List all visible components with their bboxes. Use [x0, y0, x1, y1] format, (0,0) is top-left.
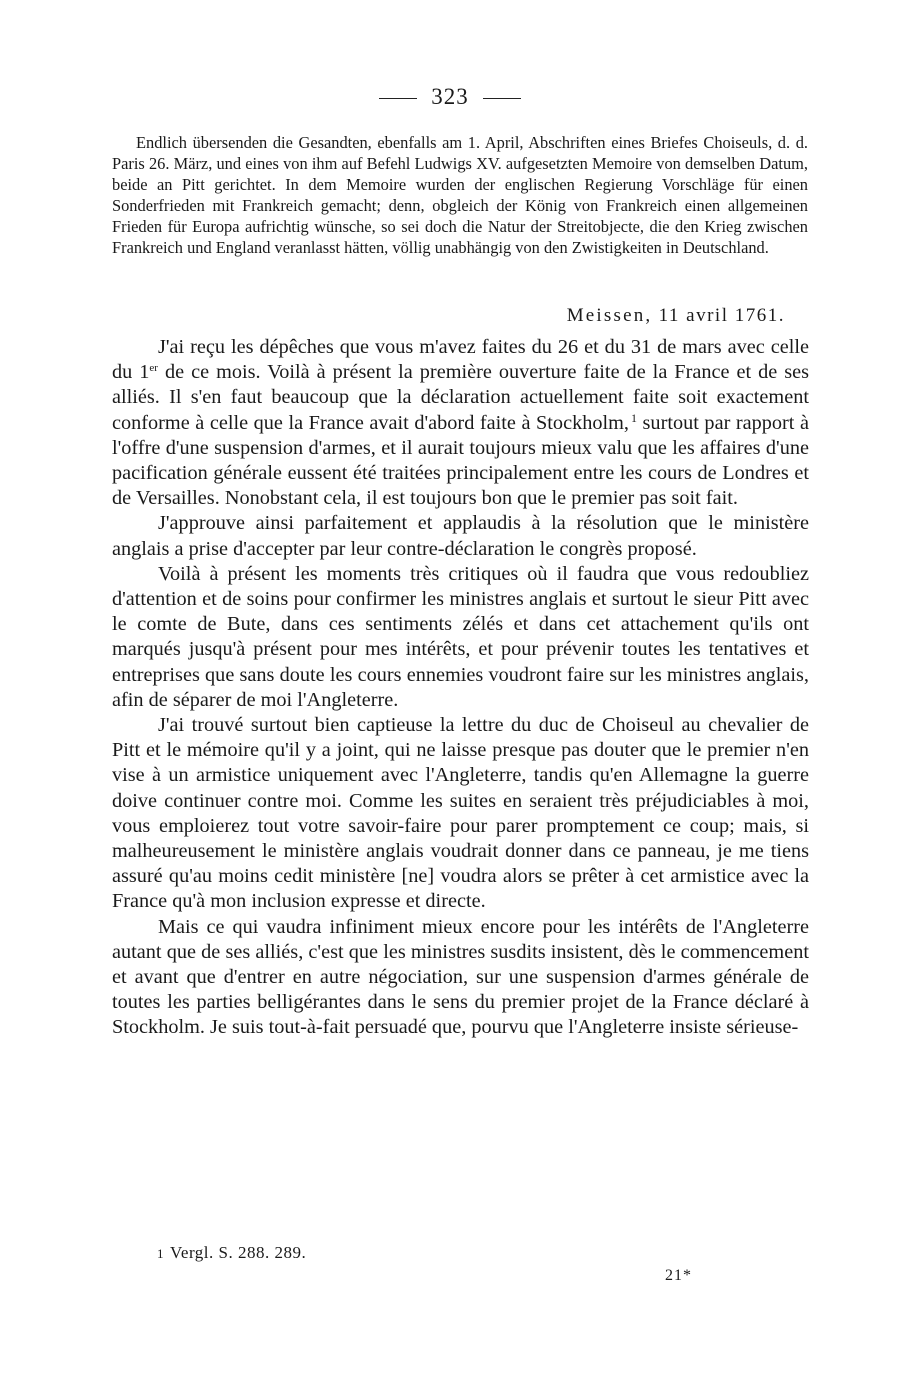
printer-signature-mark: 21* [665, 1267, 692, 1284]
page-number: 323 [431, 84, 469, 109]
footnote-text: Vergl. S. 288. 289. [170, 1243, 307, 1262]
header-rule-right [483, 98, 521, 99]
letter-paragraph-4: J'ai trouvé surtout bien captieuse la lettre du duc de Choiseul au chevalier de Pitt et le mémoire qu'il y a joint, qui ne laisse presque pas douter que le premier n'en vise à un armistice uniquement avec l'Angleterre, tandis qu'en Allemagne la guerre doive continuer contre moi. Comme les suites en seraient très préjudiciables à moi, vous emploierez tout votre savoir-faire pour parer promptement ce coup; mais, si malheureusement le ministère anglais voudrait donner dans ce panneau, je me tiens assuré qu'au moins cedit ministère [ne] voudra alors se prêter à cet armistice avec la France qu'à mon inclusion expresse et directe. [112, 714, 809, 913]
p1-text-c: surtout par rapport à l'offre d'une suspension d'armes, et il aurait toujours mieux valu que les affaires d'une pacification générale eussent été traitées principalement entre les cours de Londres et de Versailles. Nonobstant cela, il est toujours bon que le premier pas soit fait. [112, 411, 809, 510]
letter-paragraph-1 [112, 335, 809, 511]
german-summary [112, 133, 808, 258]
footnote-number: 1 [157, 1246, 164, 1261]
header-rule-left [379, 98, 417, 99]
footnote [157, 1243, 306, 1263]
p1-text-a: J'ai reçu les dépêches que vous m'avez faites du 26 et du 31 de mars avec celle du 1 [112, 336, 809, 384]
dateline-place: Meissen, [566, 305, 653, 326]
letter-paragraph-5: Mais ce qui vaudra infiniment mieux encore pour les intérêts de l'Angleterre autant que de ses alliés, c'est que les ministres susdits insistent, dès le commencement et avant que d'entrer en autre négociation, sur une suspension d'armes générale de toutes les parties belligérantes dans le sens du premier projet de la France déclaré à Stockholm. Je suis tout-à-fait persuadé que, pourvu que l'Angleterre insiste sérieuse- [112, 915, 809, 1039]
dateline-date: 11 avril 1761. [658, 305, 785, 326]
letter-body [112, 335, 809, 1041]
dateline [567, 305, 785, 327]
p1-text-b: de ce mois. Voilà à présent la première ouverture faite de la France et de ses alliés. Il s'en faut beaucoup que la déclaration actuellement faite soit exactement conforme à celle que la France avait d'abord faite à Stockholm, [112, 361, 810, 434]
letter-paragraph-3: Voilà à présent les moments très critiques où il faudra que vous redoubliez d'attention et de soins pour confirmer les ministres anglais et surtout le sieur Pitt avec le comte de Bute, dans ces sentiments zélés et dans cet attachement qu'ils ont marqués jusqu'à présent pour mes intérêts, et pour prévenir toutes les tentatives et entreprises que sans doute les cours ennemies voudront faire sur les ministres anglais, afin de séparer de moi l'Angleterre. [112, 562, 809, 711]
p1-superscript: er [149, 362, 158, 375]
summary-paragraph: Endlich übersenden die Gesandten, ebenfalls am 1. April, Abschriften eines Briefes Choiseuls, d. d. Paris 26. März, und eines von ihm auf Befehl Ludwigs XV. aufgesetzten Memoire von demselben Datum, beide an Pitt gerichtet. In dem Memoire wurden der englischen Regierung Vorschläge für einen Sonderfrieden mit Frankreich gemacht; denn, obgleich der König von Frankreich einen allgemeinen Frieden für Europa aufrichtig wünsche, so sei doch die Natur der Streitobjecte, die den Krieg zwischen Frankreich und England veranlasst hätten, völlig unabhängig von den Zwistigkeiten in Deutschland. [112, 133, 808, 257]
letter-paragraph-2: J'approuve ainsi parfaitement et applaudis à la résolution que le ministère anglais a prise d'accepter par leur contre-déclaration le congrès proposé. [112, 512, 809, 560]
footnote-reference: 1 [630, 410, 637, 425]
page-header [0, 84, 900, 110]
